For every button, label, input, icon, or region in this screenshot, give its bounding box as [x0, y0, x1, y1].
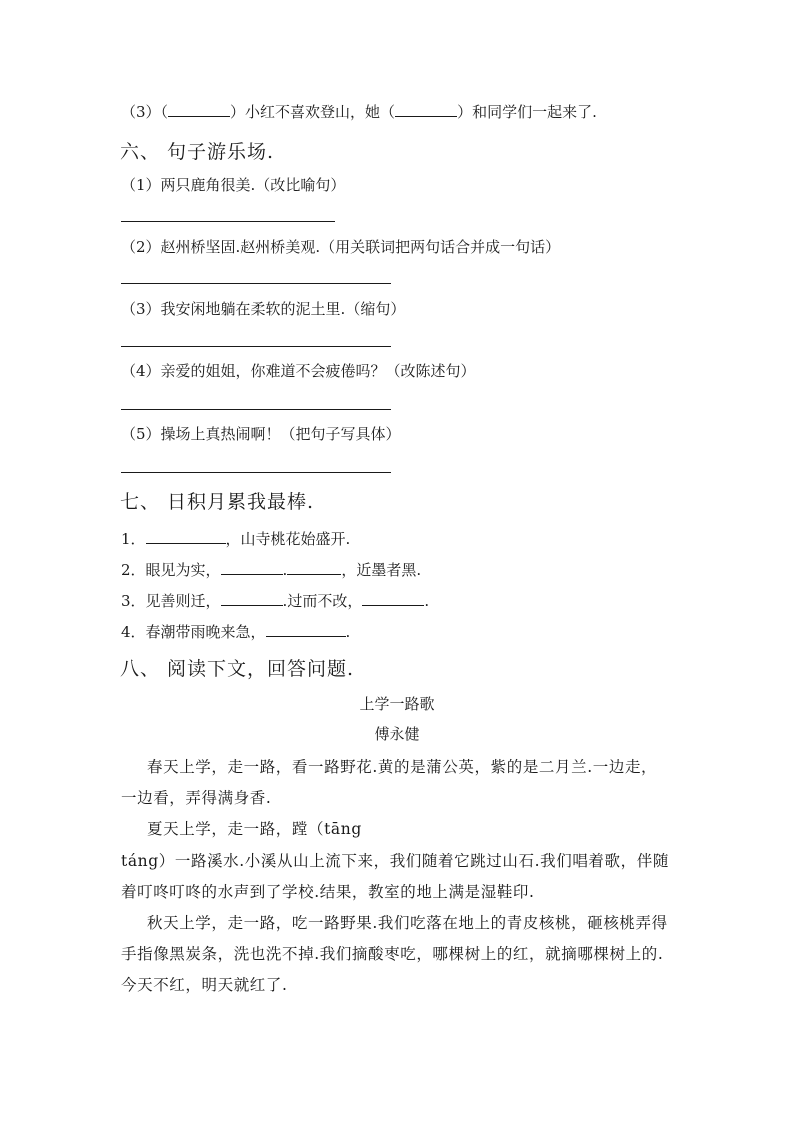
passage-line: 手指像黑炭条，洗也洗不掉.我们摘酸枣吃，哪棵树上的红，就摘哪棵树上的. [121, 945, 664, 963]
sentence-item-3: （3）我安闲地躺在柔软的泥土里.（缩句） [121, 300, 406, 318]
sentence-item-2: （2）赵州桥坚固.赵州桥美观.（用关联词把两句话合并成一句话） [121, 238, 561, 256]
answer-line[interactable] [121, 409, 391, 410]
passage-line: 春天上学，走一路，看一路野花.黄的是蒲公英，紫的是二月兰.一边走， [147, 758, 658, 776]
passage-author: 傅永健 [374, 725, 420, 743]
section-7-heading: 七、 日积月累我最棒. [120, 491, 315, 513]
passage-line: 着叮咚叮咚的水声到了学校.结果，教室的地上满是湿鞋印. [121, 883, 535, 901]
passage-line: 今天不红，明天就红了. [121, 976, 288, 994]
answer-blank[interactable] [287, 560, 341, 575]
answer-blank[interactable] [362, 591, 424, 606]
poem-item-2: 2．眼见为实， . ，近墨者黑. [121, 561, 422, 579]
answer-line[interactable] [121, 472, 391, 473]
poem-item-1: 1． ，山寺桃花始盛开. [121, 530, 351, 548]
passage-line: 秋天上学，走一路，吃一路野果.我们吃落在地上的青皮核桃，砸核桃弄得 [147, 914, 668, 932]
passage-title: 上学一路歌 [359, 695, 435, 713]
answer-blank[interactable] [266, 622, 346, 637]
section-8-heading: 八、 阅读下文，回答问题. [120, 658, 355, 680]
sentence-item-1: （1）两只鹿角很美.（改比喻句） [121, 176, 346, 194]
answer-blank[interactable] [221, 591, 283, 606]
answer-blank[interactable] [168, 102, 230, 117]
answer-blank[interactable] [395, 102, 457, 117]
poem-item-3: 3．见善则迁， .过而不改， . [121, 592, 430, 610]
poem-item-4: 4．春潮带雨晚来急， . [121, 623, 351, 641]
answer-blank[interactable] [221, 560, 283, 575]
sentence-item-4: （4）亲爱的姐姐，你难道不会疲倦吗？（改陈述句） [121, 362, 476, 380]
answer-line[interactable] [121, 283, 391, 284]
passage-line: 一边看，弄得满身香. [121, 789, 272, 807]
passage-line: táng）一路溪水.小溪从山上流下来，我们随着它跳过山石.我们唱着歌，伴随 [121, 852, 669, 870]
passage-line: 夏天上学，走一路，蹚（tāng [147, 820, 362, 838]
section-6-heading: 六、 句子游乐场. [120, 141, 275, 163]
answer-line[interactable] [121, 221, 335, 222]
answer-line[interactable] [121, 346, 391, 347]
answer-blank[interactable] [146, 529, 226, 544]
question-3-line: （3）（ ）小红不喜欢登山，她（ ）和同学们一起来了. [121, 103, 597, 121]
sentence-item-5: （5）操场上真热闹啊！（把句子写具体） [121, 425, 401, 443]
